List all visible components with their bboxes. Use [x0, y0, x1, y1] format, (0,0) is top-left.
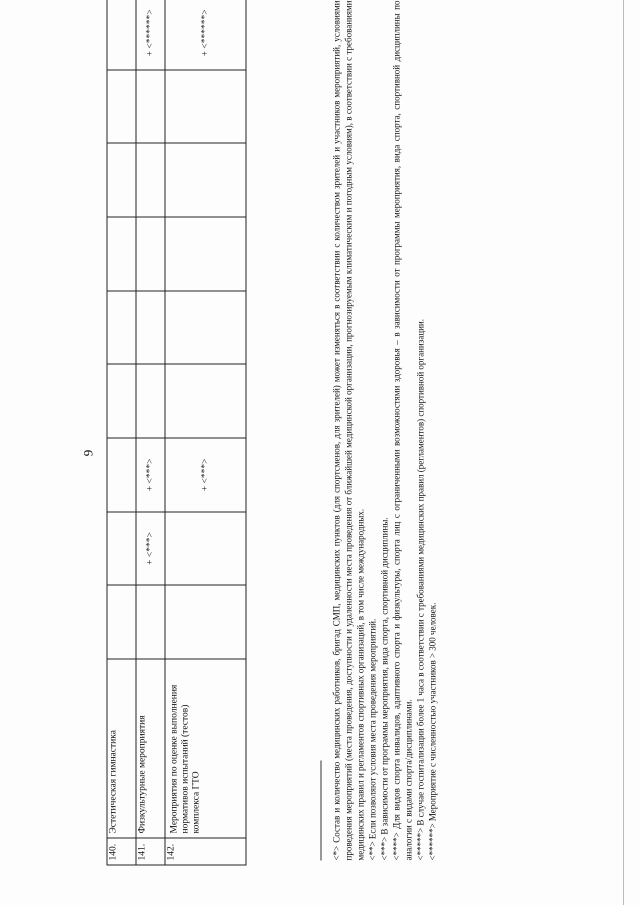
- table-row: [165, 0, 246, 865]
- row-number: 140.: [107, 838, 136, 865]
- table-cell: [165, 217, 246, 291]
- table-cell: [136, 585, 165, 659]
- footnote: <*****> В случае госпитализации более 1 часа в соответствии с требованиями медицинских правил (регламентов) спортивной организации.: [415, 318, 425, 860]
- medical-support-table: [106, 0, 246, 865]
- footnote: <******> Мероприятие с численностью участников > 300 человек.: [427, 602, 437, 860]
- table-cell: [107, 364, 136, 438]
- footnote: <*> Состав и количество медицинских работников, бригад СМП, медицинских пунктов (для спортсменов, для зрителей) может изменяться в соответствии с количеством зрителей и участников мероприятий, условиями проведения мероприятий (места проведения, доступности и удаленности места проведения от ближайшей медицинской организации, прогнозируемым климатическим и погодным условиям), в соответствии с требованиями медицинских правил и регламентов спортивных организаций, в том числе международных.: [331, 0, 365, 860]
- table-cell: + <******>: [136, 0, 165, 69]
- table-cell: [107, 0, 136, 69]
- table-row: [107, 0, 136, 865]
- footnotes: [330, 0, 438, 860]
- event-name: Эстетическая гимнастика: [107, 659, 136, 838]
- table-cell: [107, 217, 136, 291]
- table-cell: [107, 585, 136, 659]
- table-cell: [136, 217, 165, 291]
- event-name: Мероприятия по оценке выполнения нормативов испытаний (тестов) комплекса ГТО: [165, 659, 246, 838]
- table-cell: [136, 69, 165, 143]
- table-cell: + <***>: [136, 511, 165, 585]
- table-cell: [107, 143, 136, 217]
- footnote: <***> В зависимости от программы мероприятия, вида спорта, спортивной дисциплины.: [379, 516, 389, 860]
- table-cell: [165, 143, 246, 217]
- table-cell: [136, 290, 165, 364]
- row-number: 142.: [165, 838, 246, 865]
- table-cell: + <******>: [165, 0, 246, 69]
- row-number: 141.: [136, 838, 165, 865]
- footnote: <**> Если позволяют условия места проведения мероприятий.: [367, 618, 377, 860]
- table-cell: [165, 511, 246, 585]
- table-cell: [107, 438, 136, 512]
- table-cell: + <***>: [136, 438, 165, 512]
- footnote: <****> Для видов спорта инвалидов, адаптивного спорта и физкультуры, спорта лиц с ограниченными возможностями здоровья – в зависимости от программы мероприятия, вида спорта, спортивной дисциплины по аналогии с видами спорта/дисциплинами.: [391, 0, 413, 860]
- table-row: [136, 0, 165, 865]
- table-cell: [136, 143, 165, 217]
- table-cell: [107, 290, 136, 364]
- table-cell: [136, 364, 165, 438]
- table-cell: + <***>: [165, 438, 246, 512]
- table-cell: [107, 69, 136, 143]
- table-cell: [107, 511, 136, 585]
- footnote-divider: [320, 760, 321, 860]
- table-cell: [165, 364, 246, 438]
- table-cell: [165, 585, 246, 659]
- page-number: 9: [80, 449, 95, 456]
- table-cell: [165, 69, 246, 143]
- table-cell: [165, 290, 246, 364]
- event-name: Физкультурные мероприятия: [136, 659, 165, 838]
